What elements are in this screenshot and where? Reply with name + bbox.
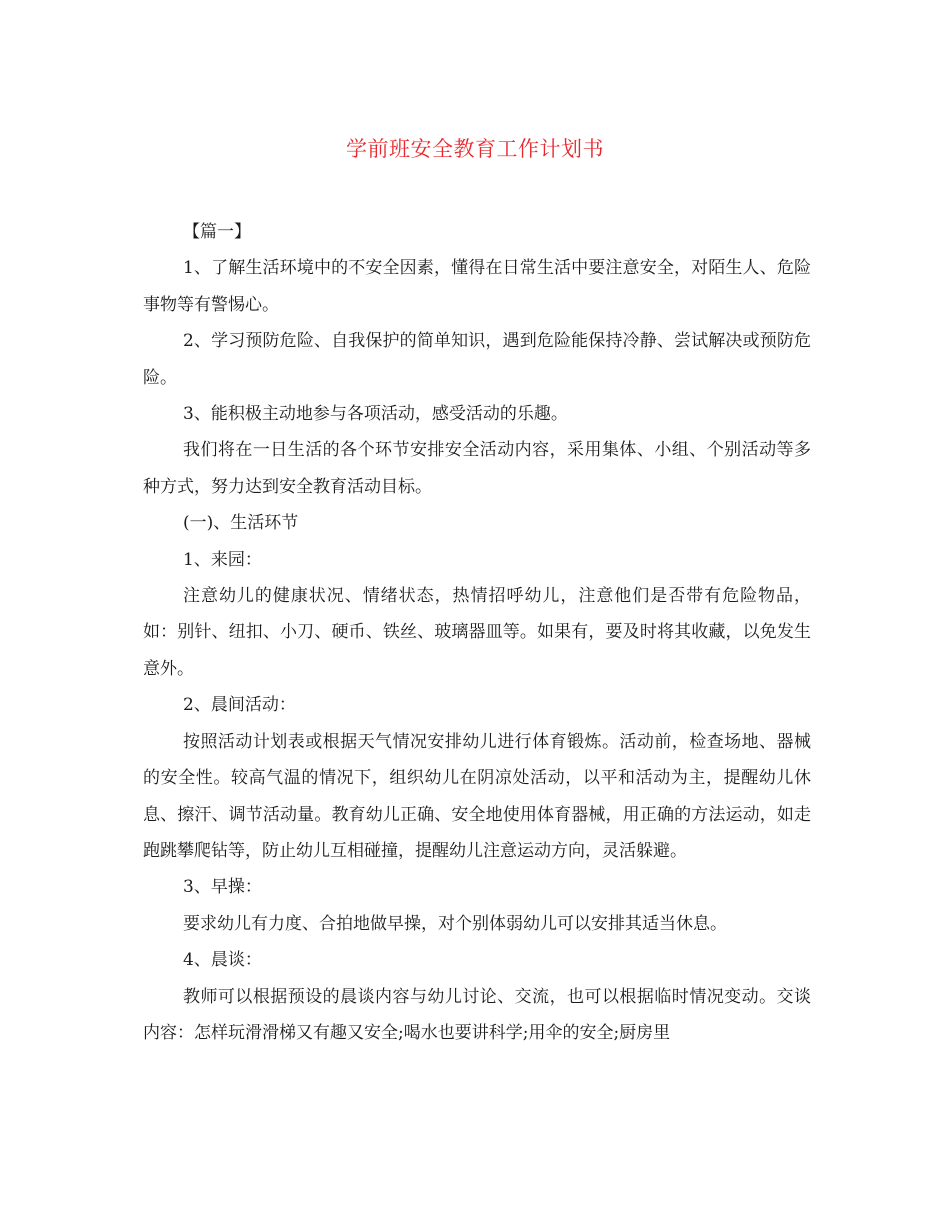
paragraph: 按照活动计划表或根据天气情况安排幼儿进行体育锻炼。活动前，检查场地、器械的安全性。较高气温的情况下，组织幼儿在阴凉处活动，以平和活动为主，提醒幼儿休息、擦汗、调节活动量。教育幼儿正确、安全地使用体育器械，用正确的方法运动，如走跑跳攀爬钻等，防止幼儿互相碰撞，提醒幼儿注意运动方向，灵活躲避。 bbox=[143, 731, 811, 861]
paragraph: 注意幼儿的健康状况、情绪状态，热情招呼幼儿，注意他们是否带有危险物品，如：别针、纽扣、小刀、硬币、铁丝、玻璃器皿等。如果有，要及时将其收藏，以免发生意外。 bbox=[143, 586, 811, 679]
subsection-heading: (一)、生活环节 bbox=[183, 513, 299, 534]
item-heading: 2、晨间活动： bbox=[183, 695, 296, 716]
paragraph: 要求幼儿有力度、合拍地做早操，对个别体弱幼儿可以安排其适当休息。 bbox=[183, 913, 727, 934]
paragraph: 1、了解生活环境中的不安全因素，懂得在日常生活中要注意安全，对陌生人、危险事物等有警惕心。 bbox=[143, 258, 811, 315]
paragraph: 我们将在一日生活的各个环节安排安全活动内容，采用集体、小组、个别活动等多种方式，努力达到安全教育活动目标。 bbox=[143, 440, 811, 497]
paragraph: 教师可以根据预设的晨谈内容与幼儿讨论、交流，也可以根据临时情况变动。交谈内容：怎样玩滑滑梯又有趣又安全;喝水也要讲科学;用伞的安全;厨房里 bbox=[143, 986, 811, 1043]
item-heading: 4、晨谈： bbox=[183, 950, 262, 971]
document-body bbox=[143, 214, 811, 1051]
item-heading: 1、来园： bbox=[183, 549, 262, 570]
paragraph: 3、能积极主动地参与各项活动，感受活动的乐趣。 bbox=[183, 404, 568, 425]
item-heading: 3、早操： bbox=[183, 877, 262, 898]
paragraph: 2、学习预防危险、自我保护的简单知识，遇到危险能保持冷静、尝试解决或预防危险。 bbox=[143, 331, 811, 388]
document-title: 学前班安全教育工作计划书 bbox=[346, 137, 604, 161]
section-heading: 【篇一】 bbox=[183, 222, 251, 242]
